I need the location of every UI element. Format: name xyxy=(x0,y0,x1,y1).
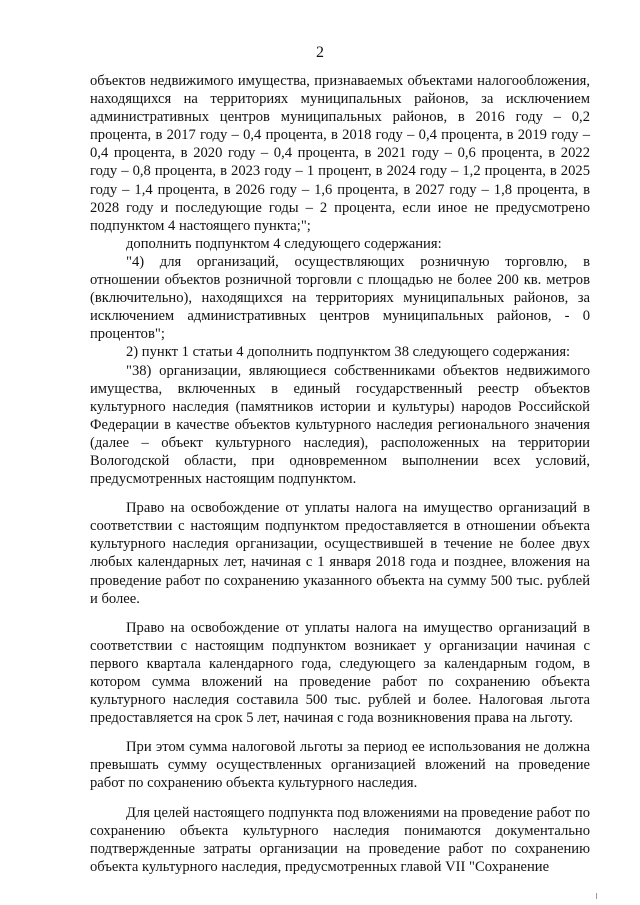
paragraph-subpoint-4: "4) для организаций, осуществляющих розничную торговлю, в отношении объектов розничной торговли с площадью не более 200 кв. метров (включительно), находящихся на территориях муниципальных районов, за исключением административных центров муниципальных районов, - 0 процентов"; xyxy=(90,253,590,343)
paragraph-benefit-limit: При этом сумма налоговой льготы за период ее использования не должна превышать сумму осуществленных организацией вложений на проведение работ по сохранению объекта культурного наследия. xyxy=(90,739,590,792)
paragraph-subpoint-38: "38) организации, являющиеся собственниками объектов недвижимого имущества, включенных в единый государственный реестр объектов культурного наследия (памятников истории и культуры) народов Российской Федерации в качестве объектов культурного наследия регионального значения (далее – объект культурного наследия), расположенных на территории Вологодской области, при одновременном выполнении всех условий, предусмотренных настоящим подпунктом. xyxy=(90,362,590,488)
page-number: 2 xyxy=(316,44,324,61)
paragraph-exemption-right: Право на освобождение от уплаты налога на имущество организаций в соответствии с настоящим подпунктом предоставляется в отношении объекта культурного наследия организации, осуществившей в течение не более двух любых календарных лет, начиная с 1 января 2018 года и позднее, вложения на проведение работ по сохранению указанного объекта на сумму 500 тыс. рублей и более. xyxy=(90,500,590,607)
paragraph-article-4-amendment: 2) пункт 1 статьи 4 дополнить подпунктом 38 следующего содержания: xyxy=(126,344,571,361)
paragraph-investment-definition: Для целей настоящего подпункта под вложениями на проведение работ по сохранению объекта культурного наследия понимаются документально подтвержденные затраты организации на проведение работ по сохранению объекта культурного наследия, предусмотренных главой VII "Сохранение xyxy=(90,804,590,875)
scan-mark xyxy=(596,893,597,899)
paragraph-exemption-start: Право на освобождение от уплаты налога на имущество организаций в соответствии с настоящим подпунктом возникает у организации начиная с первого квартала календарного года, следующего за календарным годом, в котором сумма вложений на проведение работ по сохранению объекта культурного наследия составила 500 тыс. рублей и более. Налоговая льгота предоставляется на срок 5 лет, начиная с года возникновения права на льготу. xyxy=(90,619,590,727)
paragraph-tax-rates: объектов недвижимого имущества, признаваемых объектами налогообложения, находящихся на территориях муниципальных районов, за исключением административных центров муниципальных районов, в 2016 году – 0,2 процента, в 2017 году – 0,4 процента, в 2018 году – 0,4 процента, в 2019 году – 0,4 процента, в 2020 году – 0,4 процента, в 2021 году – 0,6 процента, в 2022 году – 0,8 процента, в 2023 году – 1 процент, в 2024 году – 1,2 процента, в 2025 году – 1,4 процента, в 2026 году – 1,6 процента, в 2027 году – 1,8 процента, в 2028 году и последующие годы – 2 процента, если иное не предусмотрено подпунктом 4 настоящего пункта;"; xyxy=(90,73,590,234)
document-body xyxy=(90,72,590,876)
paragraph-add-subpoint-4: дополнить подпунктом 4 следующего содержания: xyxy=(126,235,442,252)
